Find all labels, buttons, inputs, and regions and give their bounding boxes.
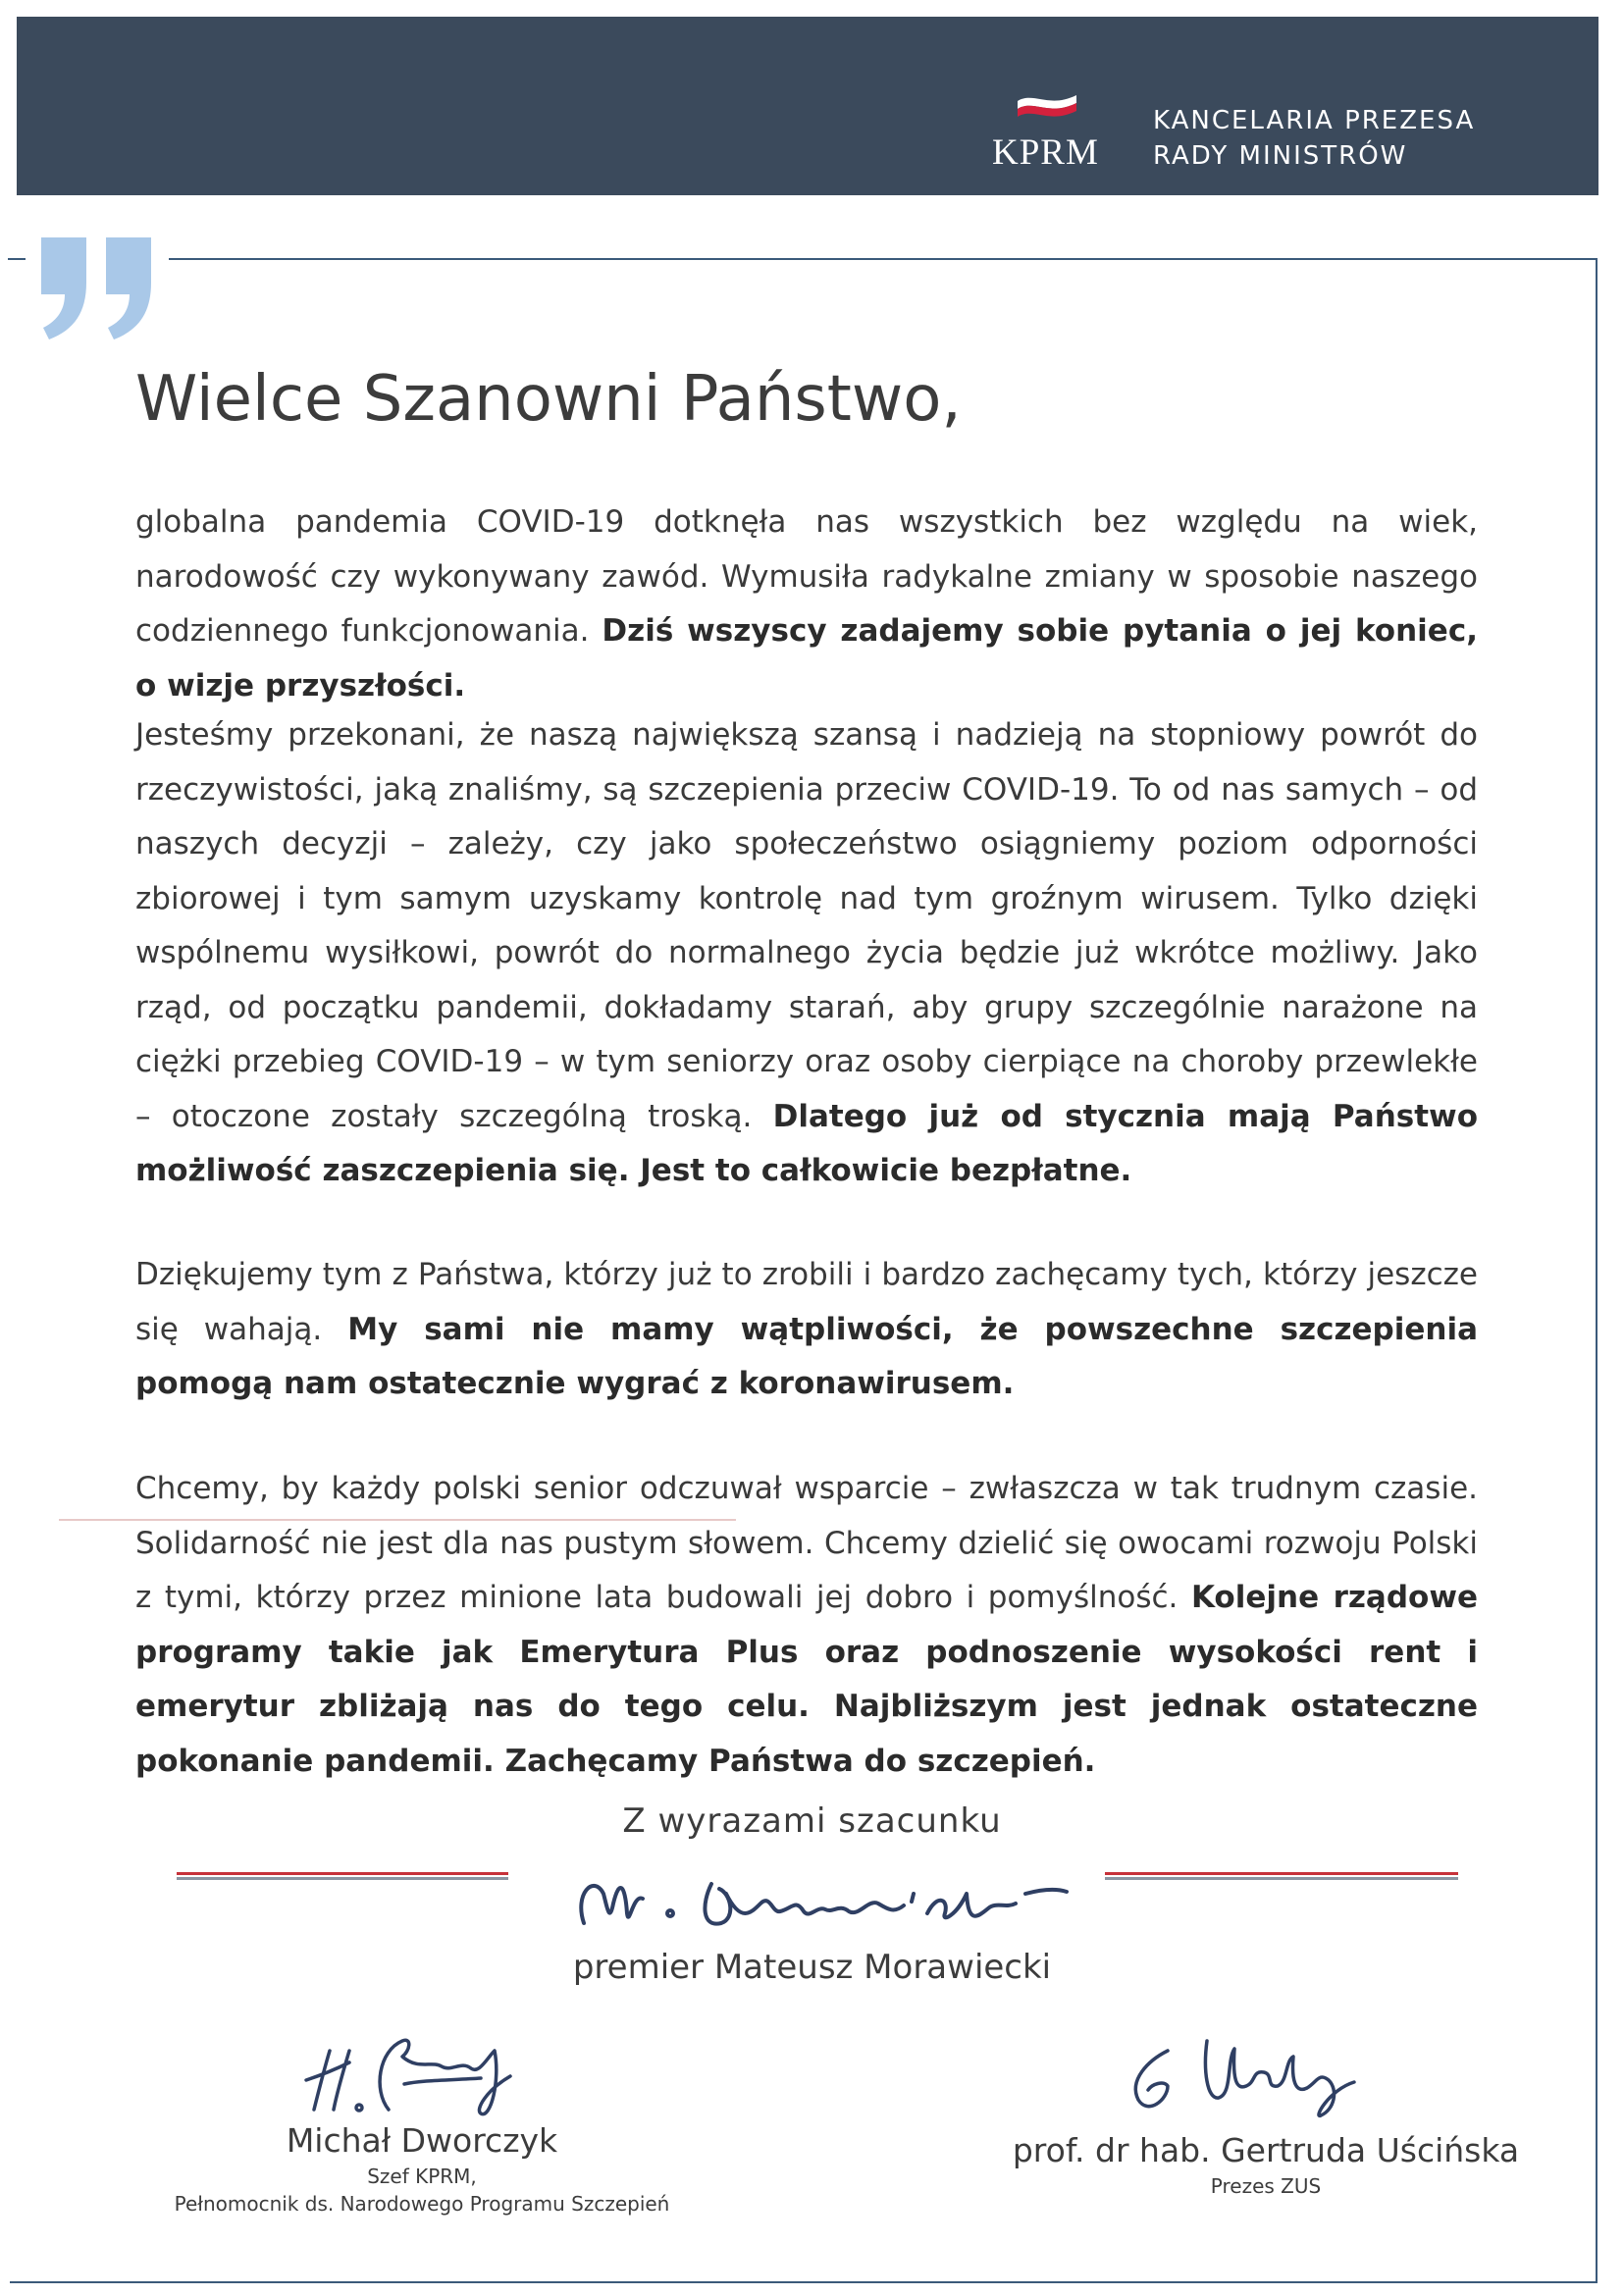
main-signer-name: premier Mateusz Morawiecki	[572, 1948, 1052, 1987]
decorative-rule-left	[177, 1872, 508, 1880]
signature-uscinska	[1109, 2021, 1374, 2124]
paragraph-text: Dziękujemy tym z Państwa, którzy już to zrobili i bardzo zachęcamy tych, którzy jeszcze się wahają.	[135, 1257, 1478, 1347]
signer-role: Pełnomocnik ds. Narodowego Programu Szczepień	[174, 2192, 670, 2216]
letter-greeting: Wielce Szanowni Państwo,	[135, 363, 962, 436]
closing-phrase: Z wyrazami szacunku	[622, 1801, 1002, 1841]
signature-dworczyk	[294, 2011, 530, 2124]
polish-flag-logo-icon	[1016, 89, 1078, 123]
paragraph-bold-text: Dziś wszyscy zadajemy sobie pytania o jej koniec, o wizje przyszłości.	[135, 613, 1478, 704]
frame-bottom-line	[10, 2281, 1598, 2283]
frame-top-line	[169, 258, 1596, 260]
paragraph-text: Chcemy, by każdy polski senior odczuwał wsparcie – zwłaszcza w tak trudnym czasie. Solidarność nie jest dla nas pustym słowem. Chcemy dzielić się owocami rozwoju Polski z tymi, którzy przez minione lata budowali jej dobro i pomyślność.	[135, 1471, 1478, 1615]
signer-uscinska	[991, 2129, 1541, 2200]
kprm-logo-text: KPRM	[992, 132, 1099, 173]
paragraph-text: globalna pandemia COVID-19 dotknęła nas wszystkich bez względu na wiek, narodowość czy wykonywany zawód. Wymusiła radykalne zmiany w sposobie naszego codziennego funkcjonowania.	[135, 504, 1478, 649]
letter-paragraph-2	[135, 708, 1478, 1199]
signature-morawiecki	[564, 1854, 1074, 1948]
org-name-line2: RADY MINISTRÓW	[1153, 141, 1408, 171]
signer-name: prof. dr hab. Gertruda Uścińska	[1012, 2131, 1520, 2169]
header-band	[17, 17, 1598, 195]
org-name-line1: KANCELARIA PREZESA	[1153, 106, 1476, 135]
organization-name	[1153, 103, 1475, 174]
decorative-rule-right	[1105, 1872, 1458, 1880]
paragraph-text: Jesteśmy przekonani, że naszą największą szansą i nadzieją na stopniowy powrót do rzeczywistości, jaką znaliśmy, są szczepienia przeciw COVID-19. To od nas samych – od naszych decyzji – zależy, czy jako społeczeństwo osiągniemy poziom odporności zbiorowej i tym samym uzyskamy kontrolę nad tym groźnym wirusem. Tylko dzięki wspólnemu wysiłkowi, powrót do normalnego życia będzie już wkrótce możliwy. Jako rząd, od początku pandemii, dokładamy starań, aby grupy szczególnie narażone na ciężki przebieg COVID-19 – w tym seniorzy oraz osoby cierpiące na choroby przewlekłe – otoczone zostały szczególną troską.	[135, 717, 1478, 1134]
paragraph-bold-text: Dlatego już od stycznia mają Państwo możliwość zaszczepienia się. Jest to całkowicie bezpłatne.	[135, 1098, 1478, 1188]
signer-role: Szef KPRM,	[367, 2165, 477, 2188]
letter-paragraph-3	[135, 1248, 1478, 1412]
frame-line	[8, 258, 26, 260]
signer-name: Michał Dworczyk	[286, 2121, 558, 2160]
letter-paragraph-4	[135, 1462, 1478, 1789]
paragraph-bold-text: Kolejne rządowe programy takie jak Emerytura Plus oraz podnoszenie wysokości rent i emerytur zbliżają nas do tego celu. Najbliższym jest jednak ostateczne pokonanie pandemii. Zachęcamy Państwa do szczepień.	[135, 1580, 1478, 1779]
signer-role: Prezes ZUS	[1210, 2174, 1322, 2198]
paragraph-bold-text: My sami nie mamy wątpliwości, że powszechne szczepienia pomogą nam ostatecznie wygrać z koronawirusem.	[135, 1311, 1478, 1401]
letter-paragraph-1	[135, 496, 1478, 713]
quote-mark-icon	[35, 234, 163, 341]
signer-dworczyk	[128, 2119, 716, 2218]
